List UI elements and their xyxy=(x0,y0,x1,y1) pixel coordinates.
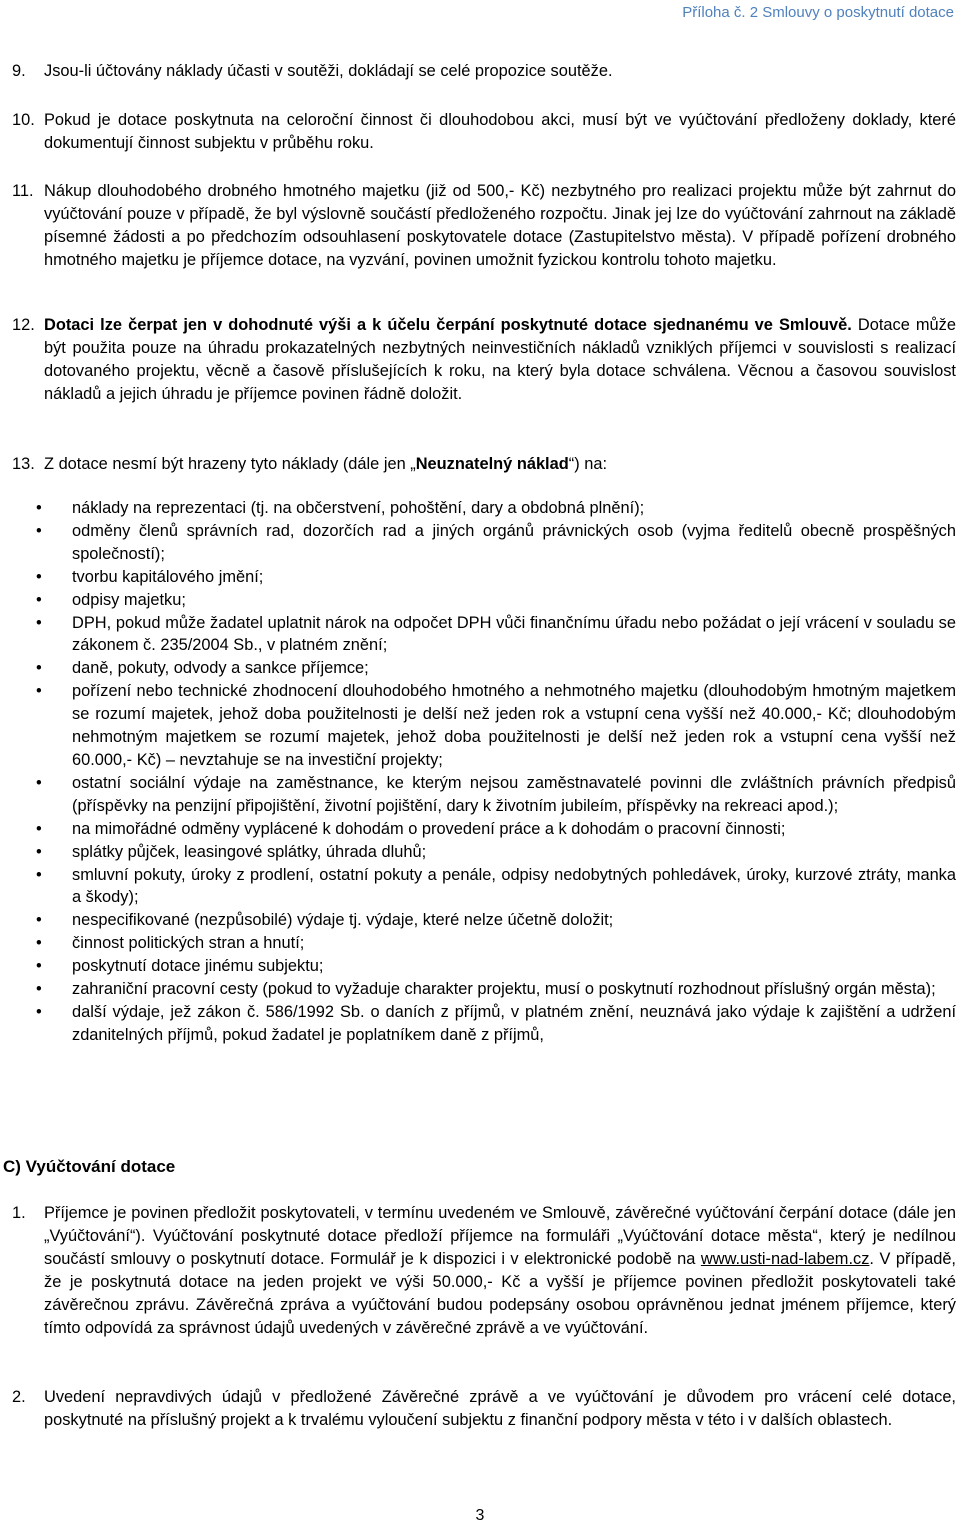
item-rest-text: Dotace může být použita pouze na úhradu prokazatelných nezbytných neinvestičních nákladů vzniklých příjemci v souvislosti s realizací dotovaného projektu, věcně a časově příslušejících k roku, na který byla dotace schválena. Věcnou a časovou souvislost nákladů a jejich úhradu je příjemce povinen řádně doložit. xyxy=(44,316,956,403)
item-text: Uvedení nepravdivých údajů v předložené Závěrečné zprávě a ve vyúčtování je důvodem pro vrácení celé dotace, poskytnuté na příslušný projekt a k trvalému vyloučení subjektu z finanční podpory města v této i v dalších oblastech. xyxy=(44,1388,956,1429)
list-item: • poskytnutí dotace jinému subjektu; xyxy=(12,955,956,978)
item-number: 12. xyxy=(12,316,35,334)
item-text xyxy=(44,1202,956,1339)
list-item: • nespecifikované (nezpůsobilé) výdaje tj. výdaje, které nelze účetně doložit; xyxy=(12,909,956,932)
item-text xyxy=(44,314,956,406)
c-item-2 xyxy=(12,1386,956,1432)
item-text: Pokud je dotace poskytnuta na celoroční činnost či dlouhodobou akci, musí být ve vyúčtování předloženy doklady, které dokumentují činnost subjektu v průběhu roku. xyxy=(44,111,956,152)
list-item: • daně, pokuty, odvody a sankce příjemce; xyxy=(12,657,956,680)
item-9 xyxy=(12,60,956,83)
list-item: • náklady na reprezentaci (tj. na občerstvení, pohoštění, dary a obdobná plnění); xyxy=(12,497,956,520)
item-text-before: Příjemce je povinen předložit poskytovateli, v termínu uvedeném ve Smlouvě, závěrečné vyúčtování čerpání dotace (dále jen „Vyúčtování“). Vyúčtování poskytnuté dotace předloží příjemce na formuláři „Vyúčtování dotace města“, který je nedílnou součástí smlouvy o poskytnutí dotace. Formulář je k dispozici i v elektronické podobě na xyxy=(44,1204,956,1268)
list-item: • pořízení nebo technické zhodnocení dlouhodobého hmotného a nehmotného majetku (dlouhodobým hmotným majetkem se rozumí majetek, jehož doba použitelnosti je delší než jeden rok a vstupní cena vyšší než 40.000,- Kč; dlouhodobým nehmotným majetkem se rozumí majetek, jehož doba použitelnosti je delší než jeden rok a vstupní cena vyšší než 60.000,- Kč) – nevztahuje se na investiční projekty; xyxy=(12,680,956,772)
non-eligible-costs-list xyxy=(12,497,956,1047)
item-text-after: . V případě, že je poskytnutá dotace na jeden projekt ve výši 50.000,- Kč a vyšší je příjemce povinen předložit poskytovateli také závěrečnou zprávu. Závěrečná zpráva a vyúčtování budou podepsány osobou oprávněnou jednat jménem příjemce, který tímto odpovídá za správnost údajů uvedených v závěrečné zprávě a ve vyúčtování. xyxy=(44,1249,956,1337)
item-13 xyxy=(12,453,956,476)
page-header: Příloha č. 2 Smlouvy o poskytnutí dotace xyxy=(682,4,954,21)
list-item: • DPH, pokud může žadatel uplatnit nárok na odpočet DPH vůči finančnímu úřadu nebo požádat o její vrácení v souladu se zákonem č. 235/2004 Sb., v platném znění; xyxy=(12,612,956,658)
item-number: 9. xyxy=(12,62,26,80)
list-item: • činnost politických stran a hnutí; xyxy=(12,932,956,955)
item-number: 13. xyxy=(12,455,35,473)
list-item: • splátky půjček, leasingové splátky, úhrada dluhů; xyxy=(12,841,956,864)
item-number: 11. xyxy=(12,182,34,200)
item-text xyxy=(44,453,956,476)
list-item: • tvorbu kapitálového jmění; xyxy=(12,566,956,589)
item-bold-text: Dotaci lze čerpat jen v dohodnuté výši a k účelu čerpání poskytnuté dotace sjednanému ve Smlouvě. xyxy=(44,316,852,334)
item-text-after: “) na: xyxy=(568,455,608,473)
section-c-title: C) Vyúčtování dotace xyxy=(3,1157,176,1176)
list-item: • smluvní pokuty, úroky z prodlení, ostatní pokuty a penále, odpisy nedobytných pohledávek, úroky, kurzové ztráty, manka a škody); xyxy=(12,864,956,910)
list-item: • odpisy majetku; xyxy=(12,589,956,612)
item-text: Jsou-li účtovány náklady účasti v soutěži, dokládají se celé propozice soutěže. xyxy=(44,62,613,80)
list-item: • zahraniční pracovní cesty (pokud to vyžaduje charakter projektu, musí o poskytnutí rozhodnout příslušný orgán města); xyxy=(12,978,956,1001)
list-item: • na mimořádné odměny vyplácené k dohodám o provedení práce a k dohodám o pracovní činnosti; xyxy=(12,818,956,841)
item-11 xyxy=(12,180,956,272)
list-item: • další výdaje, jež zákon č. 586/1992 Sb. o daních z příjmů, v platném znění, neuznává jako výdaje k zajištění a udržení zdanitelných příjmů, pokud žadatel je poplatníkem daně z příjmů, xyxy=(12,1001,956,1047)
item-text: Nákup dlouhodobého drobného hmotného majetku (již od 500,- Kč) nezbytného pro realizaci projektu může být zahrnut do vyúčtování pouze v případě, že byl výslovně součástí předloženého rozpočtu. Jinak jej lze do vyúčtování zahrnout na základě písemné žádosti a po předchozím odsouhlasení poskytovatele dotace (Zastupitelstvo města). V případě pořízení drobného hmotného majetku je příjemce dotace, na vyzvání, povinen umožnit fyzickou kontrolu tohoto majetku. xyxy=(44,182,956,269)
page-number: 3 xyxy=(475,1507,485,1524)
item-number: 2. xyxy=(12,1388,26,1406)
list-item: • odměny členů správních rad, dozorčích rad a jiných orgánů právnických osob (vyjma ředitelů obecně prospěšných společností); xyxy=(12,520,956,566)
list-item: • ostatní sociální výdaje na zaměstnance, ke kterým nejsou zaměstnavatelé povinni dle zvláštních právních předpisů (příspěvky na penzijní připojištění, životní pojištění, dary k životním jubileím, příspěvky na rekreaci apod.); xyxy=(12,772,956,818)
item-text-before: Z dotace nesmí být hrazeny tyto náklady (dále jen „ xyxy=(44,455,416,473)
item-bold-text: Neuznatelný náklad xyxy=(415,455,569,473)
item-10 xyxy=(12,109,956,155)
item-number: 10. xyxy=(12,111,35,129)
item-number: 1. xyxy=(12,1204,26,1222)
item-12 xyxy=(12,314,956,406)
c-item-1 xyxy=(12,1202,956,1339)
website-link[interactable]: www.usti-nad-labem.cz xyxy=(700,1249,870,1268)
